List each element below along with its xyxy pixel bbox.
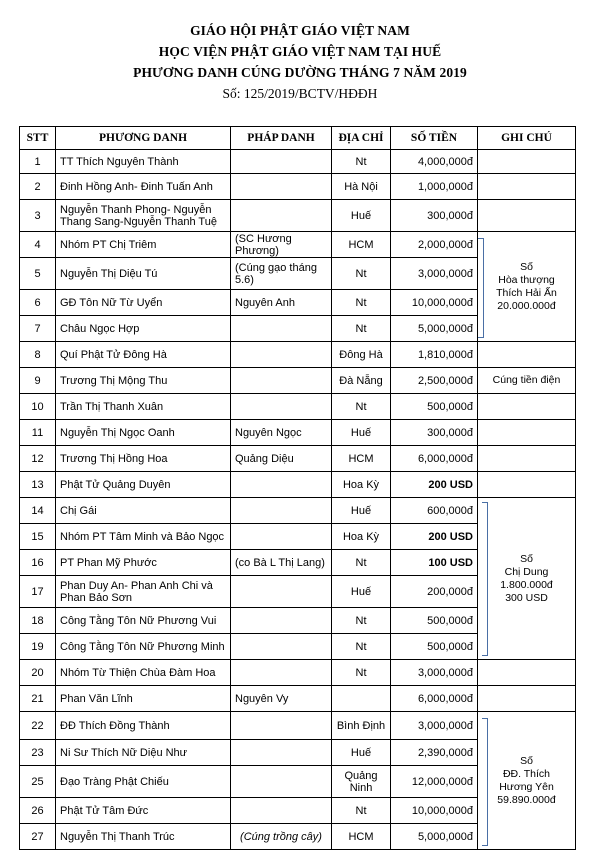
row-amount: 100 USD [391, 550, 478, 576]
row-name: Nguyễn Thị Diệu Tú [56, 258, 231, 290]
column-header-address: ĐỊA CHỈ [332, 127, 391, 150]
row-address: Huế [332, 498, 391, 524]
row-name: Trương Thị Mộng Thu [56, 368, 231, 394]
row-name: Trần Thị Thanh Xuân [56, 394, 231, 420]
row-address: Nt [332, 316, 391, 342]
column-header-name: PHƯƠNG DANH [56, 127, 231, 150]
row-dharma-name [231, 472, 332, 498]
row-address: Nt [332, 608, 391, 634]
table-row [20, 498, 576, 524]
row-address: Nt [332, 550, 391, 576]
row-stt: 20 [20, 660, 56, 686]
table-row [20, 174, 576, 200]
row-stt: 14 [20, 498, 56, 524]
table-row [20, 420, 576, 446]
row-name: Nhóm PT Chị Triêm [56, 232, 231, 258]
row-name: Đạo Tràng Phật Chiếu [56, 766, 231, 798]
row-name: Nguyễn Thị Ngọc Oanh [56, 420, 231, 446]
row-stt: 4 [20, 232, 56, 258]
row-name: TT Thích Nguyên Thành [56, 150, 231, 174]
row-address: Hoa Kỳ [332, 472, 391, 498]
group-brace-1 [478, 238, 484, 338]
row-note [478, 446, 576, 472]
row-stt: 21 [20, 686, 56, 712]
row-stt: 19 [20, 634, 56, 660]
row-address: Huế [332, 740, 391, 766]
row-dharma-name [231, 634, 332, 660]
row-dharma-name [231, 740, 332, 766]
row-dharma-name: (Cúng trồng cây) [231, 824, 332, 850]
group-note-line: Hương Yên [499, 780, 554, 793]
row-name: Đinh Hồng Anh- Đinh Tuấn Anh [56, 174, 231, 200]
row-stt: 3 [20, 200, 56, 232]
row-name: Công Tằng Tôn Nữ Phương Minh [56, 634, 231, 660]
row-dharma-name [231, 766, 332, 798]
row-name: Phật Tử Tâm Đức [56, 798, 231, 824]
row-amount: 300,000đ [391, 200, 478, 232]
row-address: Đà Nẵng [332, 368, 391, 394]
row-stt: 25 [20, 766, 56, 798]
group-brace-3 [482, 718, 488, 846]
table-header-row [20, 127, 576, 150]
row-stt: 18 [20, 608, 56, 634]
row-dharma-name [231, 608, 332, 634]
row-amount: 12,000,000đ [391, 766, 478, 798]
row-name: Phan Văn Lĩnh [56, 686, 231, 712]
row-name: GĐ Tôn Nữ Từ Uyển [56, 290, 231, 316]
row-name: Phan Duy An- Phan Anh Chi và Phan Bảo Sơn [56, 576, 231, 608]
row-name: Nguyễn Thanh Phong- Nguyễn Thang Sang-Nguyễn Thanh Tuệ [56, 200, 231, 232]
group-note-line: ĐĐ. Thích [502, 767, 551, 780]
row-note [478, 342, 576, 368]
group-note-line: 20.000.000đ [497, 299, 556, 312]
row-name: Châu Ngọc Hợp [56, 316, 231, 342]
row-amount: 10,000,000đ [391, 798, 478, 824]
table-row [20, 686, 576, 712]
row-amount: 500,000đ [391, 394, 478, 420]
group-note-line: Số [520, 754, 533, 767]
row-stt: 13 [20, 472, 56, 498]
row-amount: 500,000đ [391, 608, 478, 634]
row-amount: 5,000,000đ [391, 824, 478, 850]
row-dharma-name [231, 394, 332, 420]
row-name: Phật Tử Quảng Duyên [56, 472, 231, 498]
row-address [332, 686, 391, 712]
row-dharma-name [231, 368, 332, 394]
row-amount: 1,000,000đ [391, 174, 478, 200]
row-dharma-name [231, 316, 332, 342]
table-row [20, 150, 576, 174]
row-stt: 7 [20, 316, 56, 342]
row-dharma-name [231, 524, 332, 550]
row-stt: 26 [20, 798, 56, 824]
row-note [478, 394, 576, 420]
row-stt: 15 [20, 524, 56, 550]
row-amount: 3,000,000đ [391, 258, 478, 290]
row-dharma-name: (Cúng gạo tháng 5.6) [231, 258, 332, 290]
table-row [20, 342, 576, 368]
row-dharma-name [231, 174, 332, 200]
row-name: Quí Phật Tử Đông Hà [56, 342, 231, 368]
group-note [478, 712, 576, 850]
row-stt: 22 [20, 712, 56, 740]
row-address: HCM [332, 446, 391, 472]
group-note [478, 498, 576, 660]
row-stt: 11 [20, 420, 56, 446]
row-dharma-name [231, 200, 332, 232]
row-amount: 1,810,000đ [391, 342, 478, 368]
row-name: Công Tằng Tôn Nữ Phương Vui [56, 608, 231, 634]
row-name: Ni Sư Thích Nữ Diệu Như [56, 740, 231, 766]
row-name: Trương Thị Hồng Hoa [56, 446, 231, 472]
row-amount: 200,000đ [391, 576, 478, 608]
row-address: Nt [332, 150, 391, 174]
row-address: Quảng Ninh [332, 766, 391, 798]
row-address: Nt [332, 798, 391, 824]
row-amount: 500,000đ [391, 634, 478, 660]
group-note-line: Số [520, 260, 533, 273]
document-header [0, 20, 600, 104]
row-stt: 2 [20, 174, 56, 200]
group-note-line: 1.800.000đ [500, 578, 553, 591]
table-row [20, 660, 576, 686]
row-amount: 5,000,000đ [391, 316, 478, 342]
table-row [20, 712, 576, 740]
row-note [478, 420, 576, 446]
row-note [478, 174, 576, 200]
row-amount: 3,000,000đ [391, 712, 478, 740]
row-note [478, 150, 576, 174]
row-dharma-name [231, 576, 332, 608]
table-row [20, 200, 576, 232]
row-address: Nt [332, 660, 391, 686]
row-amount: 600,000đ [391, 498, 478, 524]
row-note [478, 200, 576, 232]
row-stt: 9 [20, 368, 56, 394]
row-amount: 3,000,000đ [391, 660, 478, 686]
row-address: Đông Hà [332, 342, 391, 368]
row-stt: 23 [20, 740, 56, 766]
row-stt: 16 [20, 550, 56, 576]
group-note-line: Hòa thượng [498, 273, 555, 286]
row-address: HCM [332, 824, 391, 850]
row-dharma-name [231, 798, 332, 824]
row-amount: 10,000,000đ [391, 290, 478, 316]
row-name: Nguyễn Thị Thanh Trúc [56, 824, 231, 850]
row-dharma-name: Nguyên Ngọc [231, 420, 332, 446]
header-line-3: PHƯƠNG DANH CÚNG DƯỜNG THÁNG 7 NĂM 2019 [133, 65, 467, 80]
row-address: HCM [332, 232, 391, 258]
table-row [20, 368, 576, 394]
group-note-line: Thích Hải Ấn [496, 286, 557, 299]
row-amount: 6,000,000đ [391, 686, 478, 712]
row-dharma-name: Quảng Diệu [231, 446, 332, 472]
column-header-stt: STT [20, 127, 56, 150]
header-line-1: GIÁO HỘI PHẬT GIÁO VIỆT NAM [190, 23, 410, 38]
row-address: Nt [332, 394, 391, 420]
table-row [20, 472, 576, 498]
row-dharma-name: (SC Hương Phương) [231, 232, 332, 258]
row-dharma-name [231, 342, 332, 368]
row-address: Nt [332, 634, 391, 660]
row-address: Hoa Kỳ [332, 524, 391, 550]
row-address: Bình Định [332, 712, 391, 740]
row-dharma-name [231, 150, 332, 174]
row-address: Nt [332, 258, 391, 290]
group-note-line: 59.890.000đ [497, 793, 556, 806]
row-stt: 10 [20, 394, 56, 420]
row-note [478, 660, 576, 686]
row-stt: 17 [20, 576, 56, 608]
row-address: Huế [332, 200, 391, 232]
group-note-line: 300 USD [505, 591, 548, 604]
row-name: ĐĐ Thích Đồng Thành [56, 712, 231, 740]
table-row [20, 394, 576, 420]
row-dharma-name: Nguyên Vy [231, 686, 332, 712]
row-amount: 300,000đ [391, 420, 478, 446]
row-amount: 2,500,000đ [391, 368, 478, 394]
row-address: Huế [332, 576, 391, 608]
row-address: Huế [332, 420, 391, 446]
header-line-2: HỌC VIỆN PHẬT GIÁO VIỆT NAM TẠI HUẾ [158, 44, 442, 59]
table-row [20, 446, 576, 472]
table-body [20, 150, 576, 850]
row-dharma-name [231, 498, 332, 524]
row-amount: 4,000,000đ [391, 150, 478, 174]
row-address: Nt [332, 290, 391, 316]
row-name: Nhóm PT Tâm Minh và Bảo Ngọc [56, 524, 231, 550]
row-amount: 6,000,000đ [391, 446, 478, 472]
row-amount: 2,000,000đ [391, 232, 478, 258]
donation-table [19, 126, 576, 850]
row-note: Cúng tiền điện [478, 368, 576, 394]
group-brace-2 [482, 502, 488, 656]
row-amount: 200 USD [391, 472, 478, 498]
row-stt: 8 [20, 342, 56, 368]
row-name: Nhóm Từ Thiện Chùa Đàm Hoa [56, 660, 231, 686]
column-header-note: GHI CHÚ [478, 127, 576, 150]
row-dharma-name: Nguyên Anh [231, 290, 332, 316]
row-stt: 5 [20, 258, 56, 290]
group-note-line: Chị Dung [504, 565, 549, 578]
row-amount: 2,390,000đ [391, 740, 478, 766]
row-stt: 1 [20, 150, 56, 174]
row-name: PT Phan Mỹ Phước [56, 550, 231, 576]
group-note [478, 232, 576, 342]
document-reference: Số: 125/2019/BCTV/HĐĐH [222, 86, 378, 101]
group-note-line: Số [520, 552, 533, 565]
row-dharma-name [231, 660, 332, 686]
row-note [478, 686, 576, 712]
column-header-amount: SỐ TIỀN [391, 127, 478, 150]
row-dharma-name: (co Bà L Thị Lang) [231, 550, 332, 576]
row-name: Chị Gái [56, 498, 231, 524]
row-amount: 200 USD [391, 524, 478, 550]
row-stt: 27 [20, 824, 56, 850]
table-row [20, 232, 576, 258]
column-header-dharma-name: PHÁP DANH [231, 127, 332, 150]
row-stt: 6 [20, 290, 56, 316]
row-stt: 12 [20, 446, 56, 472]
row-dharma-name [231, 712, 332, 740]
row-note [478, 472, 576, 498]
row-address: Hà Nội [332, 174, 391, 200]
